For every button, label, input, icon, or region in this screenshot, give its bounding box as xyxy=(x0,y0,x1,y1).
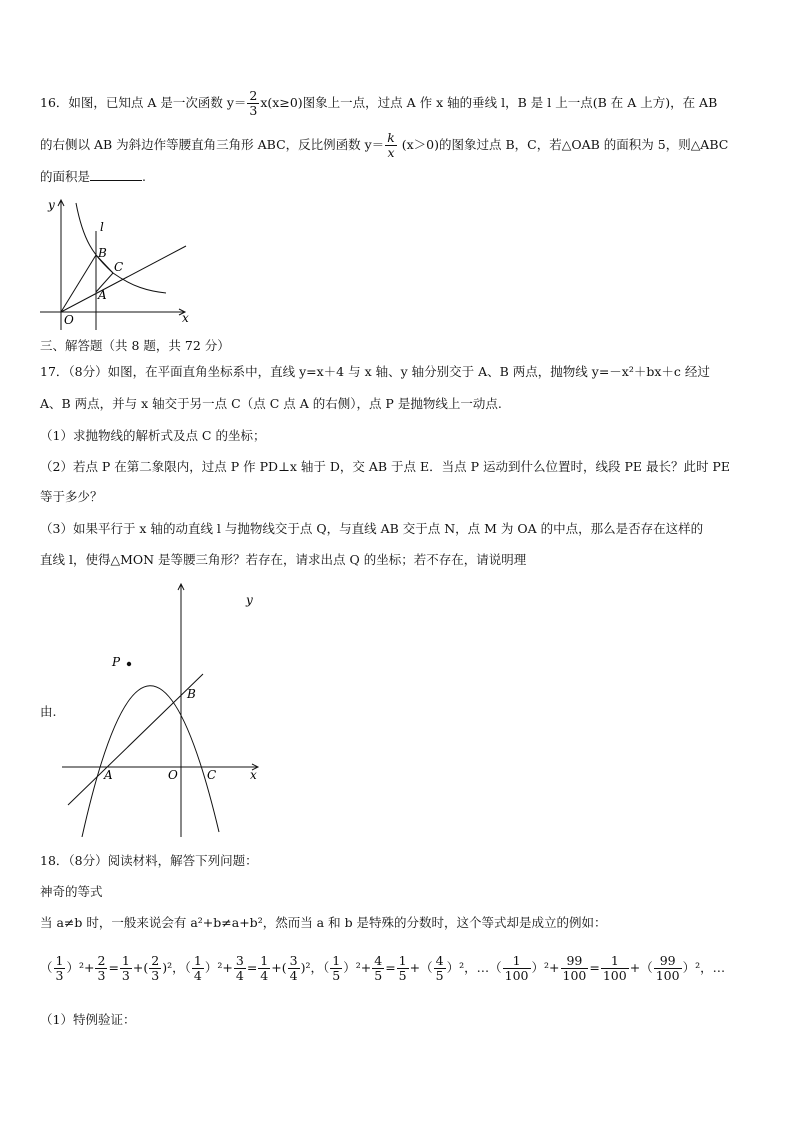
square: ² xyxy=(305,960,311,975)
answer-blank[interactable] xyxy=(90,168,142,181)
label-l: l xyxy=(100,220,104,234)
label-C: C xyxy=(114,260,124,274)
q18-equations xyxy=(40,954,725,983)
paren-close: ） xyxy=(682,960,696,975)
plus: + xyxy=(549,960,560,975)
equals: = xyxy=(385,960,396,975)
fraction: $\frac{1}{3}$ xyxy=(55,953,64,983)
paren-open: （ xyxy=(420,960,433,975)
hyperbola xyxy=(76,203,166,293)
label-x: x xyxy=(182,311,189,325)
q16-line2 xyxy=(40,131,728,160)
paren-close: ) xyxy=(300,960,306,975)
plus: + xyxy=(84,960,95,975)
fraction: $\frac{1}{5}$ xyxy=(332,953,341,983)
paren-open: （ xyxy=(323,960,330,975)
plus: + xyxy=(360,960,372,975)
plus: + xyxy=(271,960,282,975)
paren-open: （ xyxy=(184,960,191,975)
fraction: $\frac{99}{100}$ xyxy=(655,953,680,983)
q18-line3: 当 a≠b 时，一般来说会有 a²+b≠a+b²，然而当 a 和 b 是特殊的分数时，这个等式却是成立的例如： xyxy=(40,915,607,930)
paren-close: ） xyxy=(66,960,79,975)
label-y: y xyxy=(246,593,253,607)
label-A: A xyxy=(98,288,107,302)
label-O: O xyxy=(168,768,178,782)
q16-text: x(x≥0)图象上一点，过点 A 作 x 轴的垂线 l，B 是 l 上一点(B 在 A 上方)，在 AB xyxy=(260,95,718,110)
q17-part3c: 由. xyxy=(40,704,57,719)
paren-close: ) xyxy=(162,960,168,975)
parabola xyxy=(82,686,219,837)
label-B: B xyxy=(187,687,196,701)
equals: = xyxy=(246,960,258,975)
q17-part1: （1）求抛物线的解析式及点 C 的坐标； xyxy=(40,428,266,443)
q18-part1: （1）特例验证： xyxy=(40,1012,136,1027)
fraction: $\frac{99}{100}$ xyxy=(562,953,587,983)
paren-close: ） xyxy=(446,960,460,975)
fraction: $\frac{3}{4}$ xyxy=(235,953,244,983)
q16-text: 的右侧以 AB 为斜边作等腰直角三角形 ABC，反比例函数 y＝ xyxy=(40,137,385,152)
equals: = xyxy=(108,960,119,975)
comma: ， xyxy=(700,960,713,975)
q18-line1: 18．（8分）阅读材料，解答下列问题： xyxy=(40,853,258,868)
point-P xyxy=(127,662,131,666)
square: ² xyxy=(695,960,701,975)
square: ² xyxy=(167,960,173,975)
comma: ， xyxy=(172,960,185,975)
line-AB xyxy=(68,674,203,805)
square: ² xyxy=(217,960,223,975)
paren-open: （ xyxy=(489,960,502,975)
paren-open: （ xyxy=(40,960,53,975)
q17-line1: 17．（8分）如图，在平面直角坐标系中，直线 y=x＋4 与 x 轴、y 轴分别交于 A、B 两点，抛物线 y=－x²＋bx＋c 经过 xyxy=(40,364,710,379)
fraction: $\frac{4}{5}$ xyxy=(435,953,444,983)
label-x: x xyxy=(250,768,257,782)
plus: + xyxy=(629,960,641,975)
paren-open: （ xyxy=(640,960,653,975)
segment-OB xyxy=(61,255,96,312)
fraction: $\frac{1}{4}$ xyxy=(260,953,269,983)
fraction: $\frac{1}{4}$ xyxy=(193,953,202,983)
fraction: $\frac{1}{3}$ xyxy=(121,953,130,983)
q16-text: . xyxy=(142,169,146,184)
fraction: $\frac{4}{5}$ xyxy=(374,953,383,983)
paren-open: ( xyxy=(281,960,287,975)
fraction: $\frac{2}{3}$ xyxy=(249,88,258,118)
fraction: $\frac{1}{100}$ xyxy=(504,953,529,983)
figure-q17 xyxy=(60,582,270,837)
q16-text: 的面积是 xyxy=(40,169,91,184)
q17-part3b: 直线 l，使得△MON 是等腰三角形？若存在，请求出点 Q 的坐标；若不存在，请说明理 xyxy=(40,552,527,567)
paren-close: ） xyxy=(531,960,545,975)
paren-close: ） xyxy=(343,960,356,975)
paren-close: ） xyxy=(204,960,218,975)
label-y: y xyxy=(48,198,55,212)
square: ² xyxy=(544,960,550,975)
fraction: $\frac{k}{x}$ xyxy=(387,130,395,160)
q17-part2b: 等于多少？ xyxy=(40,489,103,504)
fraction: $\frac{2}{3}$ xyxy=(151,953,160,983)
plus: + xyxy=(409,960,421,975)
label-B: B xyxy=(98,246,107,260)
q16-text: (x＞0)的图象过点 B，C，若△OAB 的面积为 5，则△ABC xyxy=(397,137,729,152)
figure-q16 xyxy=(38,195,198,330)
q16-line1 xyxy=(40,89,717,118)
comma: ， xyxy=(310,960,323,975)
q16-line3 xyxy=(40,168,146,185)
q18-title: 神奇的等式 xyxy=(40,884,103,899)
square: ² xyxy=(459,960,465,975)
q17-part3a: （3）如果平行于 x 轴的动直线 l 与抛物线交于点 Q，与直线 AB 交于点 N，点 M 为 OA 的中点，那么是否存在这样的 xyxy=(40,521,704,536)
section-heading: 三、解答题（共 8 题，共 72 分） xyxy=(40,338,230,353)
plus: + xyxy=(132,960,144,975)
paren-open: ( xyxy=(143,960,149,975)
label-C: C xyxy=(207,768,217,782)
plus: + xyxy=(222,960,233,975)
label-A: A xyxy=(104,768,113,782)
square: ² xyxy=(355,960,361,975)
fraction: $\frac{2}{3}$ xyxy=(97,953,106,983)
ellipsis: … xyxy=(476,960,490,975)
fraction: $\frac{1}{5}$ xyxy=(398,953,407,983)
fraction: $\frac{1}{100}$ xyxy=(602,953,627,983)
label-O: O xyxy=(64,313,74,327)
comma: ， xyxy=(464,960,477,975)
square: ² xyxy=(78,960,84,975)
q16-text: 16．如图，已知点 A 是一次函数 y＝ xyxy=(40,95,247,110)
q17-line2: A、B 两点，并与 x 轴交于另一点 C（点 C 点 A 的右侧），点 P 是抛物线上一动点. xyxy=(40,396,502,411)
equals: = xyxy=(589,960,600,975)
label-P: P xyxy=(112,655,121,669)
line-y-2-3x xyxy=(61,246,186,312)
fraction: $\frac{3}{4}$ xyxy=(289,953,298,983)
ellipsis: … xyxy=(712,960,726,975)
q17-part2a: （2）若点 P 在第二象限内，过点 P 作 PD⊥x 轴于 D，交 AB 于点 E．当点 P 运动到什么位置时，线段 PE 最长？此时 PE xyxy=(40,459,730,474)
